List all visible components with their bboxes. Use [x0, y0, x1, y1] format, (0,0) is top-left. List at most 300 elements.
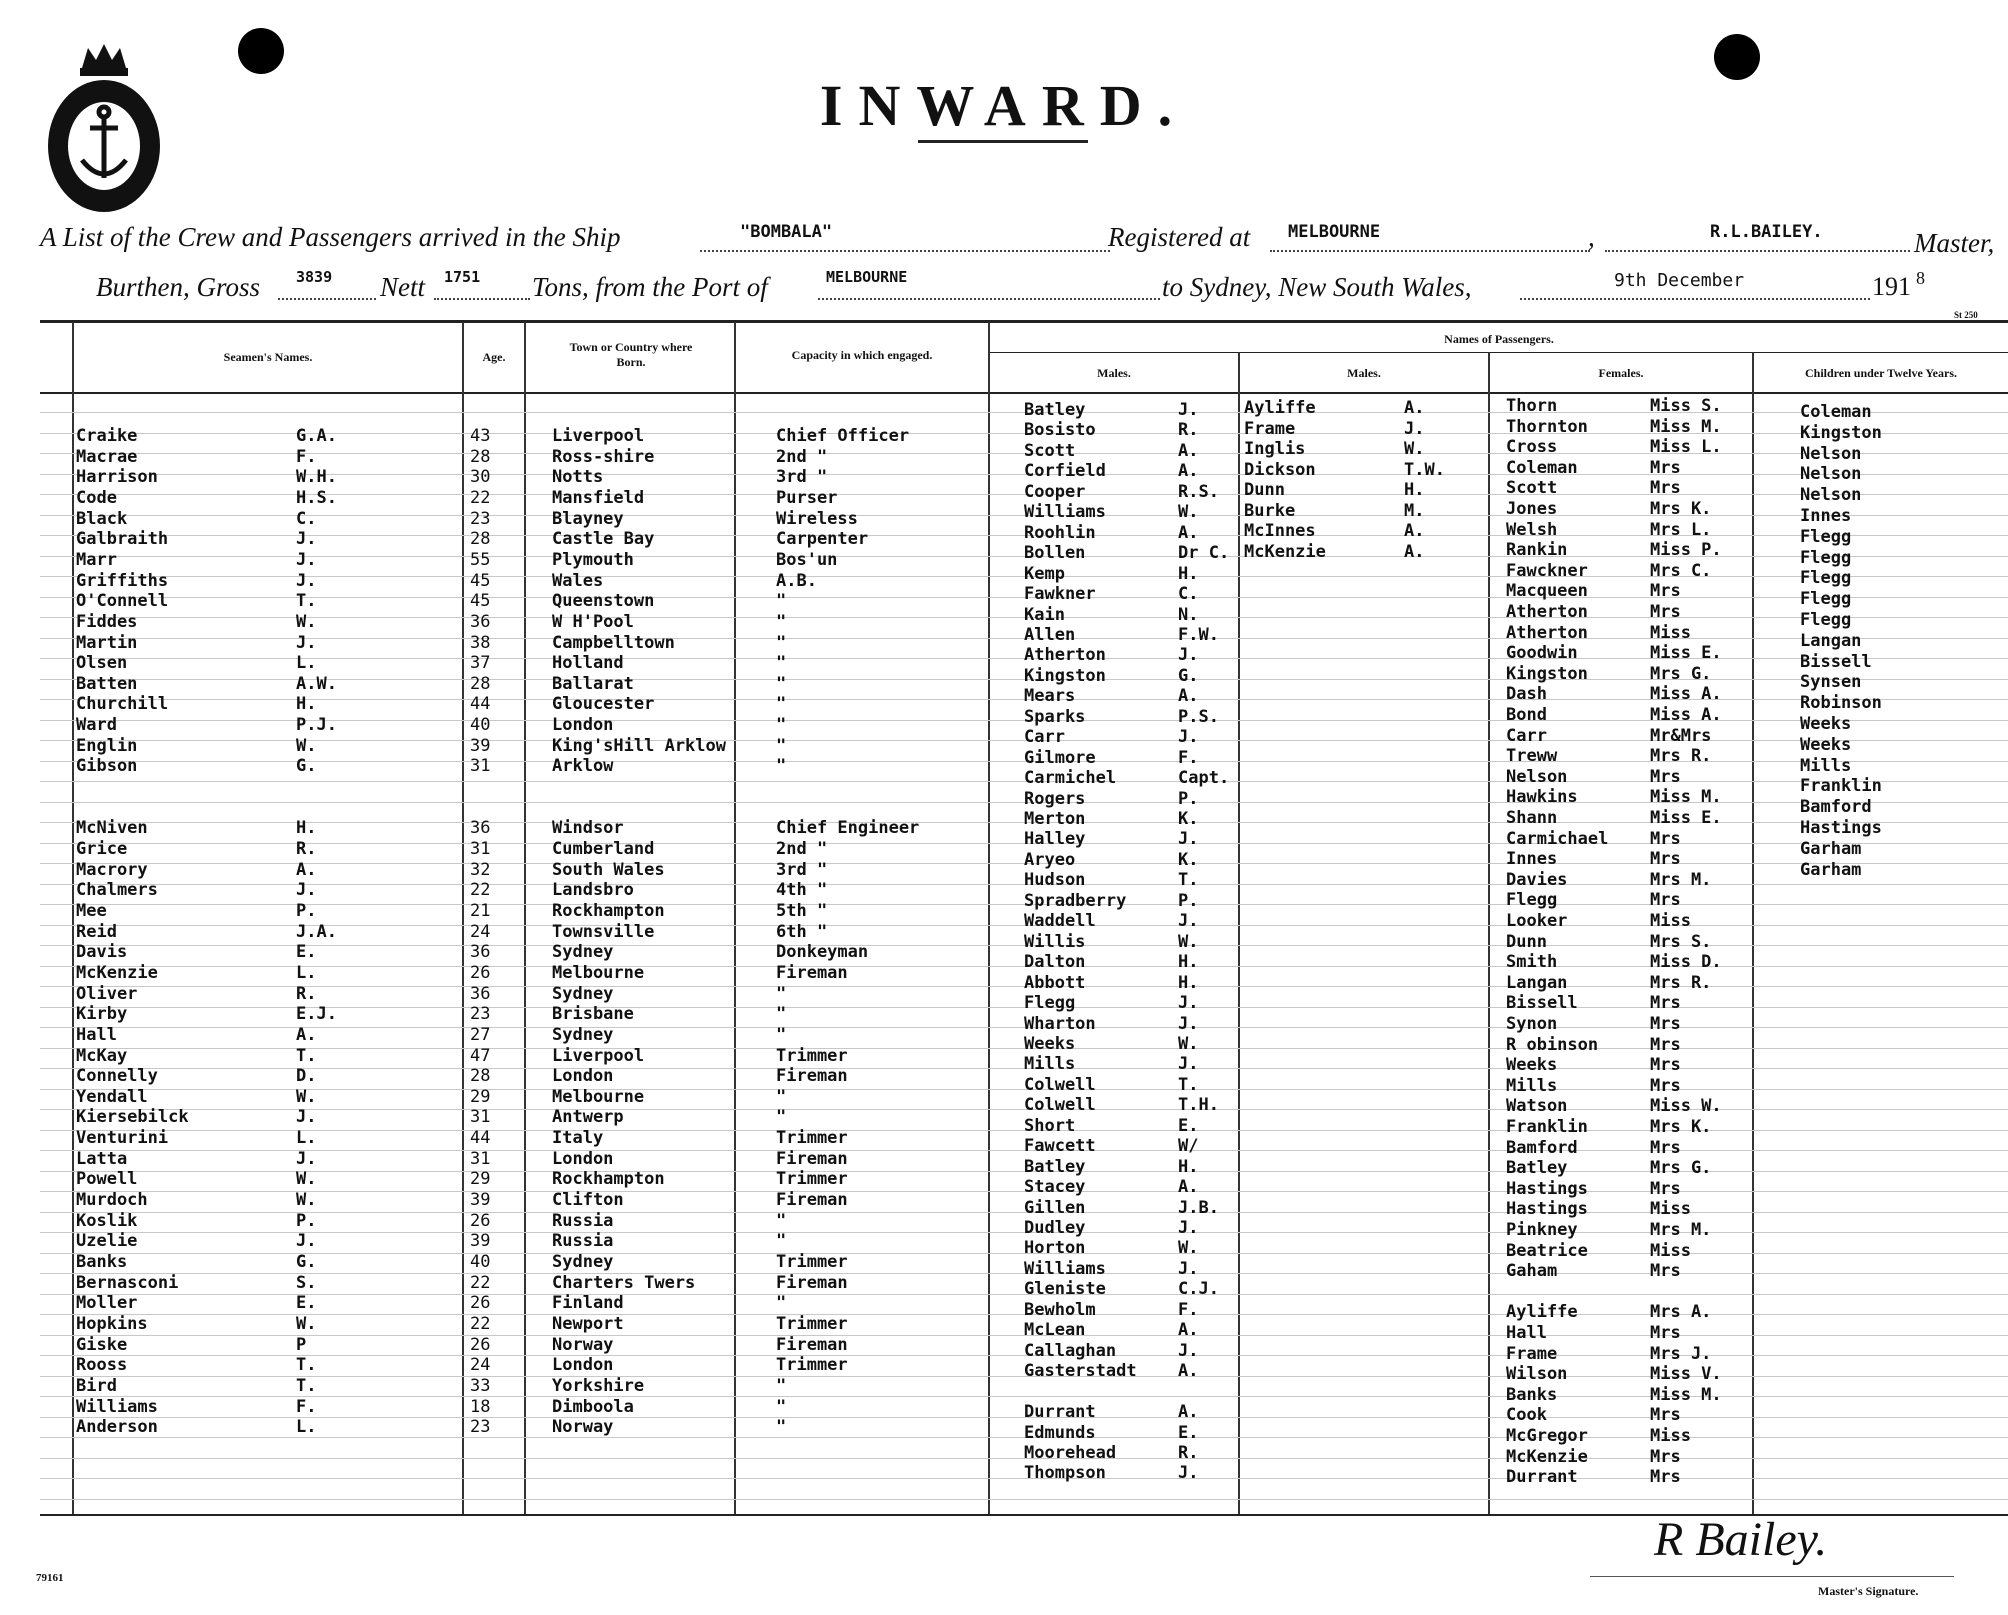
crew-age: 45	[470, 591, 491, 611]
child-passenger-surname: Synsen	[1800, 672, 1862, 692]
crew-capacity: 2nd "	[776, 447, 828, 467]
crew-age: 26	[470, 963, 491, 983]
female-passenger-surname: McGregor	[1506, 1426, 1588, 1446]
crew-surname: Giske	[76, 1335, 128, 1355]
crew-age: 24	[470, 1355, 491, 1375]
male-passenger-surname: Atherton	[1024, 645, 1106, 665]
crew-surname: Latta	[76, 1149, 128, 1169]
crew-surname: Bird	[76, 1376, 117, 1396]
arrival-date: 9th December	[1614, 270, 1745, 291]
ruled-line	[40, 1499, 2008, 1500]
crew-capacity: "	[776, 694, 787, 714]
female-passenger-surname: Synon	[1506, 1014, 1558, 1034]
crew-birthplace: W H'Pool	[552, 612, 634, 632]
crew-capacity: 4th "	[776, 880, 828, 900]
female-passenger-surname: Thorn	[1506, 396, 1558, 416]
crew-age: 39	[470, 1231, 491, 1251]
female-passenger-surname: Treww	[1506, 746, 1558, 766]
males2-col-divider	[1238, 352, 1240, 1514]
female-passenger-title: Mrs	[1650, 1405, 1681, 1425]
male-passenger-surname: Kingston	[1024, 666, 1106, 686]
signature-rule	[1590, 1576, 1954, 1577]
crew-age: 27	[470, 1025, 491, 1045]
female-passenger-surname: Gaham	[1506, 1261, 1558, 1281]
crew-initials: W.	[296, 612, 317, 632]
male-passenger-surname: Dickson	[1244, 460, 1316, 480]
male-passenger-initials: R.S.	[1178, 482, 1219, 502]
crew-age: 18	[470, 1397, 491, 1417]
crew-capacity: "	[776, 715, 787, 735]
female-passenger-title: Mr&Mrs	[1650, 726, 1712, 746]
crew-surname: Churchill	[76, 694, 169, 714]
date-dotline	[1520, 298, 1870, 300]
female-passenger-surname: Cook	[1506, 1405, 1547, 1425]
crew-capacity: Fireman	[776, 1149, 848, 1169]
col-head-males-2: Males.	[1347, 366, 1381, 380]
crew-age: 28	[470, 447, 491, 467]
registered-dotline	[1270, 250, 1590, 252]
title-underline	[918, 140, 1088, 143]
crew-surname: Hall	[76, 1025, 117, 1045]
crew-initials: G.	[296, 756, 317, 776]
crew-capacity: Fireman	[776, 1273, 848, 1293]
crew-birthplace: Brisbane	[552, 1004, 634, 1024]
crew-surname: Mee	[76, 901, 107, 921]
crew-age: 30	[470, 467, 491, 487]
ship-dotline	[700, 250, 1110, 252]
female-passenger-surname: Rankin	[1506, 540, 1568, 560]
female-passenger-title: Mrs G.	[1650, 664, 1712, 684]
female-passenger-surname: Hastings	[1506, 1199, 1588, 1219]
crew-capacity: "	[776, 736, 787, 756]
female-passenger-title: Mrs	[1650, 478, 1681, 498]
crew-surname: Kiersebilck	[76, 1107, 189, 1127]
female-passenger-surname: Bond	[1506, 705, 1547, 725]
crew-age: 43	[470, 426, 491, 446]
col-head-passengers: Names of Passengers.	[1444, 332, 1554, 346]
child-passenger-surname: Weeks	[1800, 735, 1852, 755]
crew-surname: Batten	[76, 674, 138, 694]
female-passenger-surname: Frame	[1506, 1344, 1558, 1364]
crew-birthplace: Newport	[552, 1314, 624, 1334]
crew-capacity: "	[776, 1211, 787, 1231]
male-passenger-surname: Kain	[1024, 605, 1065, 625]
crew-capacity: Chief Officer	[776, 426, 910, 446]
year-prefix: 191	[1872, 272, 1911, 301]
male-passenger-surname: Short	[1024, 1116, 1076, 1136]
crew-surname: Williams	[76, 1397, 158, 1417]
crew-initials: P.	[296, 901, 317, 921]
crew-age: 31	[470, 839, 491, 859]
gross-dotline	[278, 298, 376, 300]
crew-initials: J.	[296, 1107, 317, 1127]
male-passenger-initials: J.	[1178, 993, 1199, 1013]
male-passenger-surname: Cooper	[1024, 482, 1086, 502]
female-passenger-surname: Innes	[1506, 849, 1558, 869]
crew-capacity: Purser	[776, 488, 838, 508]
male-passenger-surname: Hudson	[1024, 870, 1086, 890]
crew-surname: Yendall	[76, 1087, 148, 1107]
female-passenger-title: Mrs C.	[1650, 561, 1712, 581]
male-passenger-surname: Thompson	[1024, 1463, 1106, 1483]
female-passenger-title: Mrs S.	[1650, 932, 1712, 952]
crew-surname: Code	[76, 488, 117, 508]
crew-initials: R.	[296, 984, 317, 1004]
col-head-age: Age.	[482, 350, 506, 364]
female-passenger-title: Mrs	[1650, 890, 1681, 910]
crew-capacity: Trimmer	[776, 1169, 848, 1189]
crew-birthplace: Rockhampton	[552, 1169, 665, 1189]
male-passenger-initials: W.	[1178, 1238, 1199, 1258]
male-passenger-initials: J.	[1178, 727, 1199, 747]
crew-birthplace: Queenstown	[552, 591, 655, 611]
table-top-rule	[40, 320, 2008, 323]
male-passenger-surname: Dalton	[1024, 952, 1086, 972]
child-passenger-surname: Weeks	[1800, 714, 1852, 734]
passenger-header-rule	[990, 352, 2008, 353]
female-passenger-title: Mrs J.	[1650, 1344, 1712, 1364]
crew-initials: J.A.	[296, 922, 337, 942]
registered-at-label: Registered at	[1108, 222, 1251, 252]
crew-capacity: "	[776, 1417, 787, 1437]
crew-surname: Macrory	[76, 860, 148, 880]
crew-age: 36	[470, 612, 491, 632]
male-passenger-initials: J.	[1404, 419, 1425, 439]
crew-capacity: Trimmer	[776, 1128, 848, 1148]
female-passenger-title: Mrs	[1650, 1179, 1681, 1199]
male-passenger-initials: J.	[1178, 1341, 1199, 1361]
female-passenger-title: Miss E.	[1650, 808, 1722, 828]
crew-initials: A.W.	[296, 674, 337, 694]
female-passenger-title: Miss	[1650, 1426, 1691, 1446]
crew-capacity: "	[776, 1231, 787, 1251]
crew-birthplace: Notts	[552, 467, 604, 487]
crew-birthplace: Russia	[552, 1231, 614, 1251]
child-passenger-surname: Bissell	[1800, 652, 1872, 672]
crew-age: 22	[470, 880, 491, 900]
female-passenger-surname: Macqueen	[1506, 581, 1588, 601]
crew-initials: W.H.	[296, 467, 337, 487]
male-passenger-surname: Frame	[1244, 419, 1296, 439]
page-title: INWARD.	[819, 73, 1189, 138]
crew-initials: L.	[296, 1417, 317, 1437]
crew-capacity: 3rd "	[776, 467, 828, 487]
crew-capacity: Trimmer	[776, 1252, 848, 1272]
female-passenger-surname: Davies	[1506, 870, 1568, 890]
female-passenger-title: Mrs A.	[1650, 1302, 1712, 1322]
male-passenger-surname: Batley	[1024, 1157, 1086, 1177]
crew-birthplace: London	[552, 1066, 614, 1086]
female-passenger-surname: Atherton	[1506, 602, 1588, 622]
crew-surname: Gibson	[76, 756, 138, 776]
male-passenger-surname: Durrant	[1024, 1402, 1096, 1422]
crew-age: 28	[470, 1066, 491, 1086]
nett-tons: 1751	[444, 268, 481, 286]
male-passenger-initials: H.	[1178, 564, 1199, 584]
female-passenger-title: Mrs M.	[1650, 870, 1712, 890]
male-passenger-surname: McKenzie	[1244, 542, 1326, 562]
male-passenger-initials: J.B.	[1178, 1198, 1219, 1218]
crew-birthplace: Finland	[552, 1293, 624, 1313]
crew-initials: W.	[296, 1169, 317, 1189]
female-passenger-surname: Smith	[1506, 952, 1558, 972]
col-head-children: Children under Twelve Years.	[1804, 366, 1957, 380]
punch-hole-left	[238, 28, 284, 74]
female-passenger-title: Miss	[1650, 1199, 1691, 1219]
crew-capacity: "	[776, 1376, 787, 1396]
crew-age: 55	[470, 550, 491, 570]
male-passenger-surname: Dunn	[1244, 480, 1285, 500]
crew-birthplace: Italy	[552, 1128, 604, 1148]
crew-birthplace: Ross-shire	[552, 447, 655, 467]
female-passenger-title: Mrs	[1650, 829, 1681, 849]
female-passenger-surname: Flegg	[1506, 890, 1558, 910]
crew-age: 26	[470, 1335, 491, 1355]
crew-initials: E.	[296, 942, 317, 962]
female-passenger-surname: Bamford	[1506, 1138, 1578, 1158]
crew-birthplace: Wales	[552, 571, 604, 591]
crew-surname: Englin	[76, 736, 138, 756]
male-passenger-initials: P.	[1178, 891, 1199, 911]
crew-surname: Bernasconi	[76, 1273, 179, 1293]
female-passenger-title: Miss A.	[1650, 684, 1722, 704]
crew-initials: J.	[296, 1231, 317, 1251]
crew-birthplace: Arklow	[552, 756, 614, 776]
crew-birthplace: Melbourne	[552, 963, 645, 983]
crew-birthplace: London	[552, 1149, 614, 1169]
crew-capacity: "	[776, 756, 787, 776]
master-signature-label: Master's Signature.	[1818, 1584, 1919, 1598]
header-a-list-label: A List of the Crew and Passengers arrived in the Ship	[40, 222, 621, 252]
crew-capacity: "	[776, 1293, 787, 1313]
male-passenger-initials: J.	[1178, 1259, 1199, 1279]
crew-initials: T.	[296, 1355, 317, 1375]
burthen-label: Burthen, Gross	[96, 272, 261, 302]
female-passenger-surname: R obinson	[1506, 1035, 1599, 1055]
crew-birthplace: Liverpool	[552, 1046, 645, 1066]
child-passenger-surname: Robinson	[1800, 693, 1882, 713]
female-passenger-title: Mrs G.	[1650, 1158, 1712, 1178]
crew-initials: J.	[296, 1149, 317, 1169]
crew-age: 39	[470, 736, 491, 756]
female-passenger-title: Miss P.	[1650, 540, 1722, 560]
male-passenger-surname: Carmichel	[1024, 768, 1117, 788]
male-passenger-initials: P.S.	[1178, 707, 1219, 727]
male-passenger-surname: Corfield	[1024, 461, 1106, 481]
female-passenger-title: Mrs	[1650, 1014, 1681, 1034]
crew-initials: E.	[296, 1293, 317, 1313]
crew-age: 37	[470, 653, 491, 673]
female-passenger-surname: Mills	[1506, 1076, 1558, 1096]
crew-surname: Griffiths	[76, 571, 169, 591]
crew-age: 28	[470, 529, 491, 549]
crew-birthplace: Castle Bay	[552, 529, 655, 549]
master-label: Master,	[1914, 228, 1995, 258]
col-head-capacity: Capacity in which engaged.	[791, 348, 933, 362]
male-passenger-initials: J.	[1178, 1218, 1199, 1238]
females-col-divider	[1488, 352, 1490, 1514]
female-passenger-title: Mrs	[1650, 993, 1681, 1013]
crew-initials: P.	[296, 1211, 317, 1231]
crew-birthplace: Campbelltown	[552, 633, 675, 653]
female-passenger-surname: Jones	[1506, 499, 1558, 519]
crew-age: 28	[470, 674, 491, 694]
male-passenger-initials: H.	[1178, 1157, 1199, 1177]
crew-capacity: Wireless	[776, 509, 858, 529]
male-passenger-initials: T.	[1178, 1075, 1199, 1095]
crew-initials: L.	[296, 963, 317, 983]
crew-surname: Fiddes	[76, 612, 138, 632]
crew-initials: G.	[296, 1252, 317, 1272]
crew-initials: J.	[296, 633, 317, 653]
crew-birthplace: Plymouth	[552, 550, 634, 570]
female-passenger-title: Mrs	[1650, 849, 1681, 869]
male-passenger-surname: Gasterstadt	[1024, 1361, 1137, 1381]
crew-birthplace: Norway	[552, 1335, 614, 1355]
port-name: MELBOURNE	[826, 268, 908, 286]
female-passenger-title: Mrs	[1650, 1467, 1681, 1487]
child-passenger-surname: Flegg	[1800, 548, 1852, 568]
crew-age: 33	[470, 1376, 491, 1396]
crew-age: 26	[470, 1293, 491, 1313]
crew-birthplace: Dimboola	[552, 1397, 634, 1417]
female-passenger-title: Mrs K.	[1650, 1117, 1712, 1137]
female-passenger-title: Miss A.	[1650, 705, 1722, 725]
crew-birthplace: Townsville	[552, 922, 655, 942]
crew-age: 31	[470, 756, 491, 776]
crew-age: 22	[470, 1273, 491, 1293]
crew-initials: D.	[296, 1066, 317, 1086]
col-head-town: Town or Country where Born.	[569, 340, 693, 369]
female-passenger-surname: Kingston	[1506, 664, 1588, 684]
child-passenger-surname: Flegg	[1800, 589, 1852, 609]
crew-birthplace: Landsbro	[552, 880, 634, 900]
crew-surname: Grice	[76, 839, 128, 859]
print-number: 79161	[36, 1572, 64, 1584]
crew-birthplace: Holland	[552, 653, 624, 673]
female-passenger-title: Mrs	[1650, 767, 1681, 787]
female-passenger-title: Mrs	[1650, 1076, 1681, 1096]
male-passenger-initials: M.	[1404, 501, 1425, 521]
crew-capacity: Carpenter	[776, 529, 869, 549]
female-passenger-title: Mrs K.	[1650, 499, 1712, 519]
male-passenger-initials: A.	[1178, 1361, 1199, 1381]
female-passenger-title: Miss M.	[1650, 1385, 1722, 1405]
male-passenger-surname: Horton	[1024, 1238, 1086, 1258]
female-passenger-title: Mrs	[1650, 458, 1681, 478]
crew-age: 29	[470, 1087, 491, 1107]
female-passenger-title: Miss W.	[1650, 1096, 1722, 1116]
female-passenger-surname: Shann	[1506, 808, 1558, 828]
crew-surname: Black	[76, 509, 128, 529]
male-passenger-initials: A.	[1178, 461, 1199, 481]
crew-surname: Macrae	[76, 447, 138, 467]
crew-age: 40	[470, 1252, 491, 1272]
child-passenger-surname: Hastings	[1800, 818, 1882, 838]
crew-birthplace: Ballarat	[552, 674, 634, 694]
crew-age: 23	[470, 1417, 491, 1437]
male-passenger-initials: A.	[1178, 1177, 1199, 1197]
female-passenger-surname: Hastings	[1506, 1179, 1588, 1199]
crew-capacity: Fireman	[776, 1335, 848, 1355]
female-passenger-surname: Looker	[1506, 911, 1568, 931]
male-passenger-surname: Mears	[1024, 686, 1076, 706]
child-passenger-surname: Franklin	[1800, 776, 1882, 796]
crew-capacity: Trimmer	[776, 1314, 848, 1334]
female-passenger-surname: Cross	[1506, 437, 1558, 457]
female-passenger-surname: Dunn	[1506, 932, 1547, 952]
crew-capacity: Trimmer	[776, 1046, 848, 1066]
crew-birthplace: Norway	[552, 1417, 614, 1437]
female-passenger-title: Miss E.	[1650, 643, 1722, 663]
female-passenger-title: Miss D.	[1650, 952, 1722, 972]
male-passenger-initials: J.	[1178, 645, 1199, 665]
male-passenger-initials: H.	[1178, 973, 1199, 993]
crew-surname: Murdoch	[76, 1190, 148, 1210]
tons-from-port-label: Tons, from the Port of	[532, 272, 768, 302]
female-passenger-title: Miss M.	[1650, 417, 1722, 437]
crew-initials: F.	[296, 447, 317, 467]
crew-initials: J.	[296, 529, 317, 549]
crew-age: 40	[470, 715, 491, 735]
male-passenger-surname: Aryeo	[1024, 850, 1076, 870]
male-passenger-initials: J.	[1178, 1463, 1199, 1483]
female-passenger-title: Mrs R.	[1650, 746, 1712, 766]
female-passenger-title: Miss V.	[1650, 1364, 1722, 1384]
crew-age: 29	[470, 1169, 491, 1189]
female-passenger-title: Mrs	[1650, 1138, 1681, 1158]
male-passenger-initials: N.	[1178, 605, 1199, 625]
male-passenger-initials: A.	[1404, 542, 1425, 562]
female-passenger-title: Miss	[1650, 1241, 1691, 1261]
male-passenger-initials: A.	[1404, 521, 1425, 541]
male-passenger-initials: J.	[1178, 829, 1199, 849]
crew-initials: W.	[296, 736, 317, 756]
male-passenger-surname: Gillen	[1024, 1198, 1086, 1218]
crew-initials: L.	[296, 653, 317, 673]
table-header-bottom-rule	[40, 392, 2008, 394]
male-passenger-surname: Roohlin	[1024, 523, 1096, 543]
female-passenger-surname: Coleman	[1506, 458, 1578, 478]
crew-capacity: "	[776, 633, 787, 653]
crew-initials: A.	[296, 860, 317, 880]
crew-birthplace: Antwerp	[552, 1107, 624, 1127]
male-passenger-initials: W.	[1178, 502, 1199, 522]
crew-surname: Rooss	[76, 1355, 128, 1375]
crew-surname: Uzelie	[76, 1231, 138, 1251]
crew-initials: F.	[296, 1397, 317, 1417]
male-passenger-surname: Abbott	[1024, 973, 1086, 993]
male-passenger-surname: Waddell	[1024, 911, 1096, 931]
child-passenger-surname: Bamford	[1800, 797, 1872, 817]
crew-initials: T.	[296, 1376, 317, 1396]
male-passenger-initials: A.	[1178, 441, 1199, 461]
male-passenger-initials: K.	[1178, 850, 1199, 870]
gross-tons: 3839	[296, 268, 333, 286]
crew-age: 21	[470, 901, 491, 921]
registered-at-value: MELBOURNE	[1288, 222, 1381, 242]
crew-birthplace: Mansfield	[552, 488, 645, 508]
male-passenger-surname: Dudley	[1024, 1218, 1086, 1238]
male-passenger-surname: Bosisto	[1024, 420, 1096, 440]
children-col-divider	[1752, 352, 1754, 1514]
male-passenger-surname: Colwell	[1024, 1095, 1096, 1115]
form-number: St 250	[1954, 310, 1978, 320]
crew-birthplace: Sydney	[552, 1025, 614, 1045]
crew-age: 47	[470, 1046, 491, 1066]
crew-initials: E.J.	[296, 1004, 337, 1024]
crew-initials: J.	[296, 550, 317, 570]
